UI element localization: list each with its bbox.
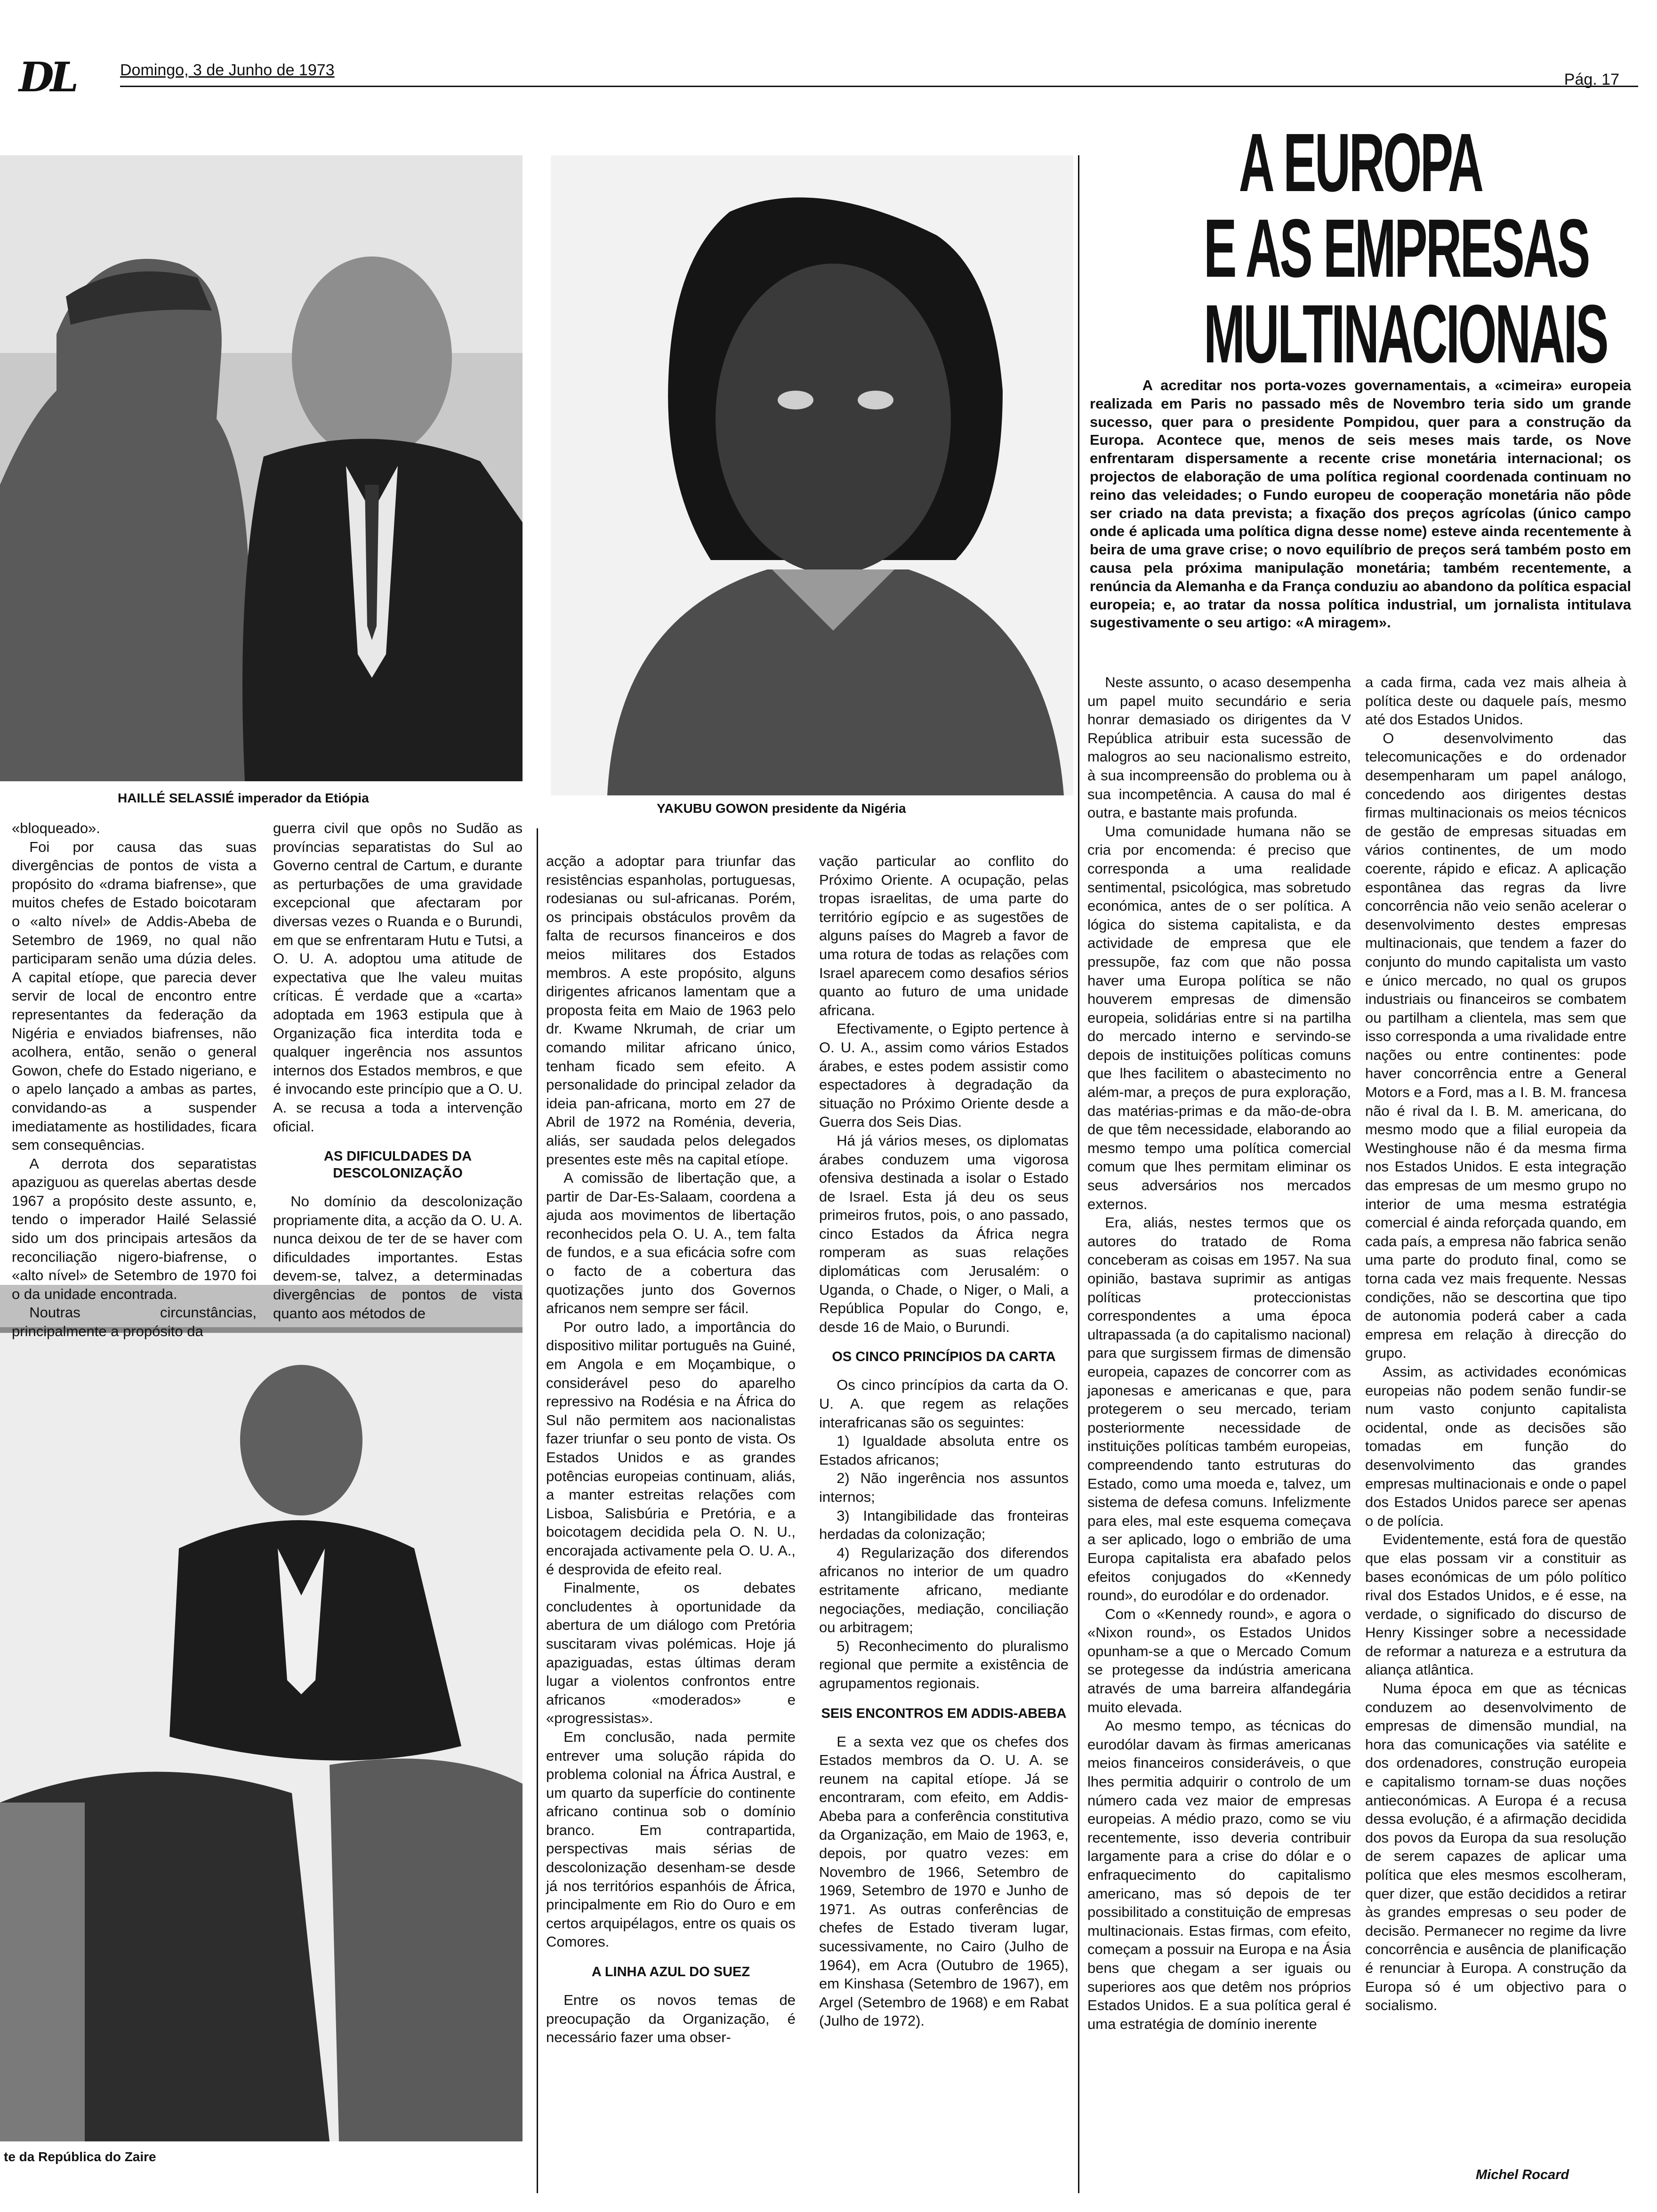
photo-yakubu-gowon	[551, 155, 1073, 795]
caption-yakubu-gowon: YAKUBU GOWON presidente da Nigéria	[657, 801, 906, 816]
headline-europa	[1204, 117, 1607, 380]
paragraph: E a sexta vez que os chefes dos Estados membros da O. U. A. se reunem na capital etíope. Já se encontraram, com efeito, em Addis-Abeba para a conferência constitutiva da Organização, em Maio de 1963, e, depois, por quatro vezes: em Novembro de 1966, Setembro de 1969, Setembro de 1970 e Junho de 1971. As outras conferências de chefes de Estado tiveram lugar, sucessivamente, no Cairo (Julho de 1964), em Acra (Outubro de 1965), em Kinshasa (Setembro de 1967), em Argel (Setembro de 1968) e em Rabat (Julho de 1972).	[819, 1733, 1069, 2029]
paragraph: Noutras circunstâncias, principalmente a propósito da	[12, 1304, 257, 1340]
paragraph: Neste assunto, o acaso desempenha um papel muito secundário e seria honrar demasiado os dirigentes da V República atribuir esta sucessão de malogros ao seu nacionalismo estreito, à sua incompreensão do problema ou à sua incompetência. A causa do mal é outra, e bastante mais profunda.	[1087, 674, 1351, 821]
caption-haile-selassie: HAILLÉ SELASSIÉ imperador da Etiópia	[118, 791, 369, 805]
paragraph: A derrota dos separatistas apaziguou as querelas abertas desde 1967 a propósito deste assunto, e, tendo o imperador Hailé Selassié sido um dos principais artesãos da reconciliação nigero-biafrense, o «alto nível» de Setembro de 1970 foi o da unidade encontrada.	[12, 1155, 257, 1302]
paragraph: Efectivamente, o Egipto pertence à O. U. A., assim como vários Estados árabes, e estes podem assistir como espectadores à degradação da situação no Próximo Oriente desde a Guerra dos Seis Dias.	[819, 1020, 1069, 1130]
paragraph: Em conclusão, nada permite entrever uma solução rápida do problema colonial na África Austral, e um quarto da superfície do continente africano continua sob o domínio branco. Em contrapartida, perspectivas mais sérias de descolonização desenham-se desde já nos territórios espanhóis de África, principalmente em Rio do Ouro e em certos arquipélagos, entre os quais os Comores.	[546, 1728, 796, 1950]
newspaper-logo: DL	[19, 54, 75, 101]
photo-haile-selassie	[0, 155, 523, 781]
subheading-cinco-principios: OS CINCO PRINCÍPIOS DA CARTA	[832, 1349, 1056, 1365]
principle-item: 2) Não ingerência nos assuntos internos;	[819, 1470, 1069, 1505]
paragraph: A comissão de libertação que, a partir de Dar-Es-Salaam, coordena a ajuda aos movimentos de libertação reconhecidos pela O. U. A., tem falta de fundos, e a sua eficácia sofre com o facto de a cobertura das quotizações junto dos Governos africanos nem sempre ser fácil.	[546, 1170, 796, 1317]
photo-seated-man-icon	[0, 1285, 523, 2141]
paragraph: No domínio da descolonização propriamente dita, a acção da O. U. A. nunca deixou de ter de se haver com dificuldades importantes. Estas devem-se, talvez, a determinadas divergências de pontos de vista quanto aos métodos de	[273, 1193, 523, 1322]
paragraph: acção a adoptar para triunfar das resistências espanholas, portuguesas, rodesianas ou sul-africanas. Porém, os principais obstáculos provêm da falta de recursos financeiros e dos meios militares dos Estados membros. A este propósito, alguns dirigentes africanos lamentam que a proposta feita em Maio de 1963 pelo dr. Kwame Nkrumah, de criar um comando militar africano único, tenham ficado sem efeito. A personalidade do principal zelador da ideia pan-africana, morto em 27 de Abril de 1972 na Roménia, deveria, aliás, ser saudada pelos delegados presentes este mês na capital etíope.	[546, 853, 796, 1168]
photo-two-men-uniform-icon	[0, 155, 523, 781]
issue-date: Domingo, 3 de Junho de 1973	[120, 61, 335, 79]
headline-line: MULTINACIONAIS	[1204, 288, 1607, 380]
headline-line: E AS EMPRESAS	[1204, 202, 1589, 295]
paragraph: Uma comunidade humana não se cria por encomenda: é preciso que corresponda a uma realidade sentimental, psicológica, mas sobretudo económica, antes de o ser política. A lógica do sistema capitalista, e da actividade de empresa que ele pressupõe, faz com que não possa haver uma Europa política se não houverem empresas de dimensão europeia, solidárias entre si na partilha do mercado interno e servindo-se depois de instituições políticas comuns que lhes facilitem o abastecimento no além-mar, a preços de pura exploração, das matérias-primas e da mão-de-obra de que têm necessidade, elaborando ao mesmo tempo uma política comercial comum que lhes permitam eliminar os seus adversários nos mercados externos.	[1087, 823, 1351, 1212]
africa-column-4	[819, 852, 1069, 2207]
paragraph: a cada firma, cada vez mais alheia à política deste ou daquele país, mesmo até dos Estados Unidos.	[1365, 674, 1626, 728]
subheading-linha-azul: A LINHA AZUL DO SUEZ	[591, 1964, 750, 1980]
paragraph: Há já vários meses, os diplomatas árabes conduzem uma vigorosa ofensiva destinada a isolar o Estado de Israel. Esta já deu os seus primeiros frutos, pois, o ano passado, cinco Estados da África negra romperam as suas relações diplomáticas com Jerusalém: o Uganda, o Chade, o Niger, o Mali, a República Popular do Congo, e, desde 16 de Maio, o Burundi.	[819, 1132, 1069, 1335]
paragraph: Era, aliás, nestes termos que os autores do tratado de Roma conceberam as coisas em 1957. Na sua opinião, bastava suprimir as antigas políticas proteccionistas correspondentes a uma época ultrapassada (a do capitalismo nacional) para que surgissem firmas de dimensão europeia, capazes de concorrer com as japonesas e americanas e que, para protegerem o seu mercado, teriam posteriormente necessidade de instituições políticas também europeias, compreendendo tanto estruturas do Estado, como uma moeda e, talvez, um sistema de defesa comuns. Infelizmente para eles, mal este esquema começava a ser aplicado, logo o embrião de uma Europa capitalista era abafado pelos efeitos conjugados do «Kennedy round», do eurodólar e do ordenador.	[1087, 1214, 1351, 1604]
principle-item: 3) Intangibilidade das fronteiras herdadas da colonização;	[819, 1507, 1069, 1543]
africa-column-3	[546, 852, 796, 2207]
europe-column-a	[1087, 673, 1351, 2207]
paragraph: vação particular ao conflito do Próximo Oriente. A ocupação, pelas tropas israelitas, de uma parte do território egípcio e as sugestões de alguns países do Magreb a favor de uma rotura de todas as relações com Israel aparecem como desafios sérios quanto ao futuro de uma unidade africana.	[819, 853, 1069, 1018]
author-signature: Michel Rocard	[1476, 2167, 1569, 2182]
africa-column-1	[12, 819, 257, 1340]
paragraph: guerra civil que opôs no Sudão as províncias separatistas do Sul ao Governo central de Cartum, e durante as perturbações de uma gravidade excepcional que afectaram por diversas vezes o Ruanda e o Burundi, em que se enfrentaram Hutu e Tutsi, a O. U. A. adoptou uma atitude de expectativa que lhe valeu muitas críticas. É verdade que a «carta» adoptada em 1963 estipula que à Organização fica interdita toda e qualquer ingerência nos assuntos internos dos Estados membros, e que é invocando este princípio que a O. U. A. se recusa a toda a intervenção oficial.	[273, 820, 523, 1135]
paragraph: Por outro lado, a importância do dispositivo militar português na Guiné, em Angola e em Moçambique, o considerável peso do aparelho repressivo na Rodésia e na África do Sul não permitem aos nacionalistas fazer triunfar o seu ponto de vista. Os Estados Unidos e as grandes potências europeias continuam, aliás, a manter estreitas relações com Lisboa, Salisbúria e Pretória, e a boicotagem decidida pela O. N. U., encorajada activamente pela O. U. A., é desprovida de efeito real.	[546, 1318, 796, 1578]
principle-item: 4) Regularização dos diferendos africanos no interior de um quadro estritamente africano, mediante negociações, mediação, conciliação ou arbitragem;	[819, 1544, 1069, 1636]
africa-column-2	[273, 819, 523, 1322]
article-lead: A acreditar nos porta-vozes governamentais, a «cimeira» europeia realizada em Paris no passado mês de Novembro teria sido um grande sucesso, quer para o presidente Pompidou, quer para a construção da Europa. Acontece que, menos de seis meses mais tarde, os Nove enfrentaram dispersamente a recente crise monetária internacional; os projectos de elaboração de uma política regional coordenada continuam no reino das veleidades; o Fundo europeu de cooperação monetária não pôde ser criado na data prevista; a fixação dos preços agrícolas (único campo onde é aplicada uma política digna desse nome) esteve ainda recentemente à beira de uma grave crise; o novo equilíbrio de preços será também posto em causa pela próxima manipulação monetária; também recentemente, a renúncia da Alemanha e da França conduziu ao abandono da política espacial europeia; e, ao tratar da nossa política industrial, um jornalista intitulava sugestivamente o seu artigo: «A miragem».	[1090, 377, 1631, 631]
paragraph: Os cinco princípios da carta da O. U. A. que regem as relações interafricanas são os seguintes:	[819, 1377, 1069, 1431]
headline-line: A EUROPA	[1239, 117, 1482, 209]
paragraph: «bloqueado».	[12, 820, 100, 836]
paragraph: Com o «Kennedy round», e agora o «Nixon round», os Estados Unidos opunham-se a que o Mercado Comum se protegesse da indústria americana através de uma barreira alfandegária muito elevada.	[1087, 1605, 1351, 1715]
paragraph: Evidentemente, está fora de questão que elas possam vir a constituir as bases económicas de um pólo político rival dos Estados Unidos, e é esse, na verdade, o significado do discurso de Henry Kissinger sobre a necessidade de reformar a natureza e a estrutura da aliança atlântica.	[1365, 1531, 1626, 1678]
top-rule	[120, 86, 1638, 87]
europe-column-b	[1365, 673, 1626, 2160]
paragraph: O desenvolvimento das telecomunicações e do ordenador desempenharam um papel análogo, concedendo aos dirigentes destas firmas multinacionais os meios técnicos de gestão de empresas situadas em vários continentes, de um modo coerente, rápido e eficaz. A aplicação espontânea das regras da livre concorrência não veio senão acelerar o desenvolvimento destes empresas multinacionais, que tendem a fazer do conjunto do mundo capitalista um vasto e único mercado, no qual os grupos industriais ou financeiros se combatem ou partilham a clientela, mas sem que isso corresponda a uma rivalidade entre nações ou entre continentes: pode haver concorrência entre a General Motors e a Ford, mas a I. B. M. francesa não é rival da I. B. M. americana, do mesmo modo que a filial europeia da Westinghouse não é da mesma firma nos Estados Unidos. E esta integração das empresas de um mesmo grupo no interior de uma mesma estratégia comercial é ainda reforçada quando, em cada país, a empresa não fabrica senão uma parte do produto final, como se torna cada vez mais frequente. Nessas condições, não se descortina que tipo de autonomia poderá caber a cada empresa em relação à direcção do grupo.	[1365, 729, 1626, 1362]
paragraph: Finalmente, os debates concludentes à oportunidade da abertura de um diálogo com Pretória suscitaram vivas polémicas. Hoje já apaziguadas, estas últimas deram lugar a violentos confrontos entre africanos «moderados» e «progressistas».	[546, 1579, 796, 1727]
page-number: Pág. 17	[1564, 71, 1619, 88]
caption-zaire-president: te da República do Zaire	[4, 2149, 156, 2164]
column-rule	[537, 828, 538, 2193]
paragraph: Assim, as actividades económicas europeias não podem senão fundir-se num vasto conjunto capitalista ocidental, onde as decisões são tomadas em função do desenvolvimento das grandes empresas multinacionais e onde o papel dos Estados Unidos parece ser apenas o de polícia.	[1365, 1363, 1626, 1529]
paragraph: Entre os novos temas de preocupação da Organização, é necessário fazer uma obser-	[546, 1992, 796, 2046]
paragraph: Foi por causa das suas divergências de pontos de vista a propósito do «drama biafrense», que muitos chefes de Estado boicotaram o «alto nível» de Addis-Abeba de Setembro de 1969, no qual não participaram senão uma dúzia deles. A capital etíope, que parecia dever servir de local de encontro entre representantes da federação da Nigéria e enviados biafrenses, não acolhera, então, senão o general Gowon, chefe do Estado nigeriano, e o apelo lançado a ambas as partes, convidando-as a suspender imediatamente as hostilidades, ficara sem consequências.	[12, 838, 257, 1154]
principle-item: 5) Reconhecimento do pluralismo regional que permite a existência de agrupamentos regionais.	[819, 1637, 1069, 1691]
paragraph: Numa época em que as técnicas conduzem ao desenvolvimento de empresas de dimensão mundial, na hora das comunicações via satélite e dos ordenadores, construção europeia e capitalismo tornam-se duas noções antieconómicas. A Europa é a recusa dessa evolução, é a afirmação decidida dos povos da Europa da sua resolução de serem capazes de aplicar uma política que eles mesmos escolheram, quer dizer, que estão decididos a retirar às grandes empresas o seu poder de decisão. Permanecer no regime da livre concorrência e ausência de planificação é renunciar à Europa. A construção da Europa só é um objectivo para o socialismo.	[1365, 1680, 1626, 2014]
subheading-descolonizacao: AS DIFICULDADES DA DESCOLONIZAÇÃO	[323, 1149, 472, 1181]
masthead	[19, 56, 1638, 99]
column-rule	[1078, 155, 1079, 2193]
paragraph: Ao mesmo tempo, as técnicas do eurodólar davam às firmas americanas meios financeiros consideráveis, o que lhes permitia adquirir o controlo de um número cada vez maior de empresas europeias. A médio prazo, como se viu recentemente, isso deveria contribuir largamente para a crise do dólar e o enfraquecimento do capitalismo americano, mas só depois de ter possibilitado a constituição de empresas multinacionais. Estas firmas, com efeito, começam a possuir na Europa e na Ásia bens que chegam a ser iguais ou superiores aos que detêm nos próprios Estados Unidos. E a sua política geral é uma estratégia de domínio inerente	[1087, 1717, 1351, 2032]
photo-zaire-president	[0, 1285, 523, 2141]
principle-item: 1) Igualdade absoluta entre os Estados africanos;	[819, 1433, 1069, 1468]
photo-portrait-officer-icon	[551, 155, 1073, 795]
subheading-seis-encontros: SEIS ENCONTROS EM ADDIS-ABEBA	[821, 1706, 1067, 1721]
